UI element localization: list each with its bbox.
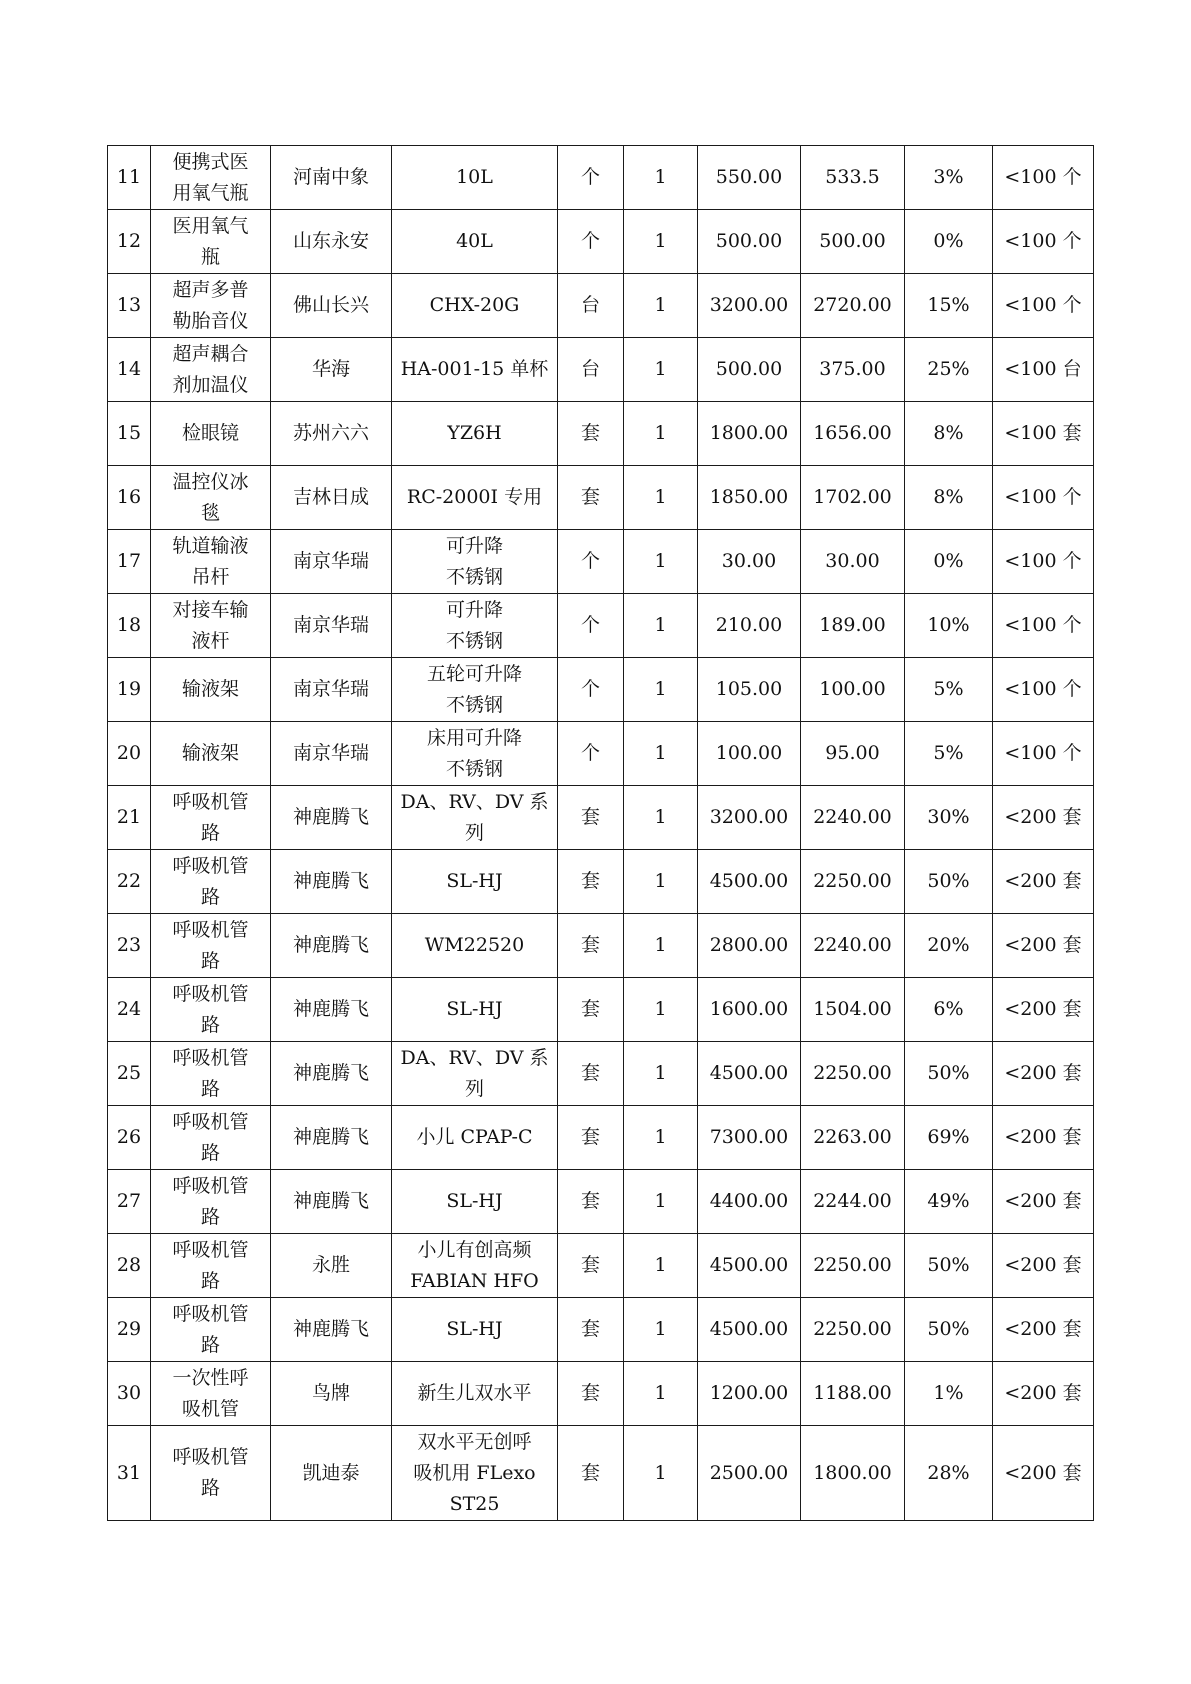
row-number-cell: 23 <box>108 914 151 978</box>
bid-price-cell: 2244.00 <box>801 1170 905 1234</box>
manufacturer-cell: 南京华瑞 <box>271 530 392 594</box>
table-row <box>108 1426 1094 1521</box>
discount-rate-cell: 10% <box>905 594 993 658</box>
row-number-cell: 13 <box>108 274 151 338</box>
quantity-cell: 1 <box>624 1042 698 1106</box>
table-row <box>108 850 1094 914</box>
product-name-cell: 呼吸机管 路 <box>151 1298 271 1362</box>
model-spec-cell: SL-HJ <box>392 1170 558 1234</box>
volume-cell: <200 套 <box>993 914 1094 978</box>
volume-cell: <200 套 <box>993 1362 1094 1426</box>
row-number-cell: 15 <box>108 402 151 466</box>
price-cell: 1850.00 <box>698 466 801 530</box>
volume-cell: <200 套 <box>993 1426 1094 1521</box>
unit-cell: 套 <box>558 466 624 530</box>
unit-cell: 套 <box>558 1106 624 1170</box>
bid-price-cell: 30.00 <box>801 530 905 594</box>
price-cell: 3200.00 <box>698 274 801 338</box>
bid-price-cell: 500.00 <box>801 210 905 274</box>
quantity-cell: 1 <box>624 1426 698 1521</box>
row-number-cell: 19 <box>108 658 151 722</box>
volume-cell: <200 套 <box>993 978 1094 1042</box>
unit-cell: 套 <box>558 1298 624 1362</box>
product-name-cell: 一次性呼 吸机管 <box>151 1362 271 1426</box>
price-cell: 210.00 <box>698 594 801 658</box>
model-spec-cell: 新生儿双水平 <box>392 1362 558 1426</box>
product-name-cell: 输液架 <box>151 722 271 786</box>
row-number-cell: 30 <box>108 1362 151 1426</box>
unit-cell: 套 <box>558 1426 624 1521</box>
bid-price-cell: 2250.00 <box>801 1234 905 1298</box>
unit-cell: 个 <box>558 146 624 210</box>
table-row <box>108 1170 1094 1234</box>
table-row <box>108 338 1094 402</box>
row-number-cell: 21 <box>108 786 151 850</box>
product-name-cell: 超声多普 勒胎音仪 <box>151 274 271 338</box>
price-cell: 100.00 <box>698 722 801 786</box>
bid-price-cell: 189.00 <box>801 594 905 658</box>
bid-price-cell: 2250.00 <box>801 850 905 914</box>
quantity-cell: 1 <box>624 594 698 658</box>
quantity-cell: 1 <box>624 466 698 530</box>
volume-cell: <200 套 <box>993 1234 1094 1298</box>
bid-price-cell: 2263.00 <box>801 1106 905 1170</box>
volume-cell: <200 套 <box>993 786 1094 850</box>
unit-cell: 个 <box>558 530 624 594</box>
model-spec-cell: RC-2000I 专用 <box>392 466 558 530</box>
price-cell: 4500.00 <box>698 850 801 914</box>
quantity-cell: 1 <box>624 722 698 786</box>
unit-cell: 个 <box>558 722 624 786</box>
table-row <box>108 1106 1094 1170</box>
volume-cell: <200 套 <box>993 1170 1094 1234</box>
model-spec-cell: WM22520 <box>392 914 558 978</box>
manufacturer-cell: 山东永安 <box>271 210 392 274</box>
bid-price-cell: 533.5 <box>801 146 905 210</box>
row-number-cell: 17 <box>108 530 151 594</box>
model-spec-cell: 10L <box>392 146 558 210</box>
model-spec-cell: 五轮可升降 不锈钢 <box>392 658 558 722</box>
price-cell: 1600.00 <box>698 978 801 1042</box>
manufacturer-cell: 神鹿腾飞 <box>271 850 392 914</box>
discount-rate-cell: 69% <box>905 1106 993 1170</box>
discount-rate-cell: 8% <box>905 402 993 466</box>
table-body <box>108 146 1094 1521</box>
discount-rate-cell: 50% <box>905 850 993 914</box>
discount-rate-cell: 0% <box>905 530 993 594</box>
model-spec-cell: SL-HJ <box>392 1298 558 1362</box>
table-row <box>108 274 1094 338</box>
bid-price-cell: 1656.00 <box>801 402 905 466</box>
quantity-cell: 1 <box>624 1106 698 1170</box>
bid-price-cell: 2240.00 <box>801 786 905 850</box>
product-name-cell: 检眼镜 <box>151 402 271 466</box>
model-spec-cell: 小儿 CPAP-C <box>392 1106 558 1170</box>
manufacturer-cell: 华海 <box>271 338 392 402</box>
volume-cell: <200 套 <box>993 1298 1094 1362</box>
bid-price-cell: 2720.00 <box>801 274 905 338</box>
table-row <box>108 1362 1094 1426</box>
unit-cell: 个 <box>558 594 624 658</box>
row-number-cell: 26 <box>108 1106 151 1170</box>
model-spec-cell: 床用可升降 不锈钢 <box>392 722 558 786</box>
price-cell: 550.00 <box>698 146 801 210</box>
discount-rate-cell: 30% <box>905 786 993 850</box>
price-cell: 4500.00 <box>698 1042 801 1106</box>
volume-cell: <100 个 <box>993 722 1094 786</box>
discount-rate-cell: 3% <box>905 146 993 210</box>
table-row <box>108 978 1094 1042</box>
discount-rate-cell: 50% <box>905 1298 993 1362</box>
row-number-cell: 28 <box>108 1234 151 1298</box>
model-spec-cell: HA-001-15 单杯 <box>392 338 558 402</box>
volume-cell: <200 套 <box>993 1106 1094 1170</box>
model-spec-cell: YZ6H <box>392 402 558 466</box>
row-number-cell: 14 <box>108 338 151 402</box>
product-name-cell: 呼吸机管 路 <box>151 1234 271 1298</box>
unit-cell: 套 <box>558 1362 624 1426</box>
product-name-cell: 对接车输 液杆 <box>151 594 271 658</box>
product-name-cell: 便携式医 用氧气瓶 <box>151 146 271 210</box>
model-spec-cell: 40L <box>392 210 558 274</box>
row-number-cell: 18 <box>108 594 151 658</box>
table-row <box>108 658 1094 722</box>
manufacturer-cell: 吉林日成 <box>271 466 392 530</box>
quantity-cell: 1 <box>624 1362 698 1426</box>
discount-rate-cell: 50% <box>905 1234 993 1298</box>
manufacturer-cell: 神鹿腾飞 <box>271 1042 392 1106</box>
volume-cell: <100 个 <box>993 530 1094 594</box>
row-number-cell: 24 <box>108 978 151 1042</box>
product-name-cell: 轨道输液 吊杆 <box>151 530 271 594</box>
table-row <box>108 1234 1094 1298</box>
price-cell: 105.00 <box>698 658 801 722</box>
discount-rate-cell: 5% <box>905 658 993 722</box>
price-cell: 4400.00 <box>698 1170 801 1234</box>
manufacturer-cell: 鸟牌 <box>271 1362 392 1426</box>
unit-cell: 个 <box>558 658 624 722</box>
quantity-cell: 1 <box>624 850 698 914</box>
quantity-cell: 1 <box>624 402 698 466</box>
quantity-cell: 1 <box>624 978 698 1042</box>
table-row <box>108 1298 1094 1362</box>
row-number-cell: 27 <box>108 1170 151 1234</box>
row-number-cell: 16 <box>108 466 151 530</box>
table-row <box>108 530 1094 594</box>
price-cell: 2500.00 <box>698 1426 801 1521</box>
discount-rate-cell: 0% <box>905 210 993 274</box>
quantity-cell: 1 <box>624 146 698 210</box>
product-name-cell: 呼吸机管 路 <box>151 1042 271 1106</box>
product-name-cell: 呼吸机管 路 <box>151 1426 271 1521</box>
quantity-cell: 1 <box>624 210 698 274</box>
product-name-cell: 呼吸机管 路 <box>151 786 271 850</box>
equipment-price-table <box>107 145 1094 1521</box>
volume-cell: <100 个 <box>993 146 1094 210</box>
volume-cell: <100 个 <box>993 274 1094 338</box>
volume-cell: <100 个 <box>993 594 1094 658</box>
table-row <box>108 722 1094 786</box>
discount-rate-cell: 15% <box>905 274 993 338</box>
price-cell: 3200.00 <box>698 786 801 850</box>
unit-cell: 套 <box>558 914 624 978</box>
unit-cell: 套 <box>558 1170 624 1234</box>
row-number-cell: 11 <box>108 146 151 210</box>
product-name-cell: 输液架 <box>151 658 271 722</box>
quantity-cell: 1 <box>624 914 698 978</box>
bid-price-cell: 1800.00 <box>801 1426 905 1521</box>
bid-price-cell: 1702.00 <box>801 466 905 530</box>
manufacturer-cell: 神鹿腾飞 <box>271 1170 392 1234</box>
manufacturer-cell: 苏州六六 <box>271 402 392 466</box>
bid-price-cell: 2250.00 <box>801 1042 905 1106</box>
model-spec-cell: SL-HJ <box>392 978 558 1042</box>
product-name-cell: 呼吸机管 路 <box>151 1106 271 1170</box>
price-cell: 1200.00 <box>698 1362 801 1426</box>
price-cell: 1800.00 <box>698 402 801 466</box>
quantity-cell: 1 <box>624 1298 698 1362</box>
table-row <box>108 914 1094 978</box>
bid-price-cell: 1188.00 <box>801 1362 905 1426</box>
row-number-cell: 22 <box>108 850 151 914</box>
product-name-cell: 温控仪冰 毯 <box>151 466 271 530</box>
quantity-cell: 1 <box>624 338 698 402</box>
row-number-cell: 20 <box>108 722 151 786</box>
discount-rate-cell: 20% <box>905 914 993 978</box>
quantity-cell: 1 <box>624 786 698 850</box>
bid-price-cell: 2250.00 <box>801 1298 905 1362</box>
table-row <box>108 402 1094 466</box>
unit-cell: 套 <box>558 786 624 850</box>
manufacturer-cell: 神鹿腾飞 <box>271 786 392 850</box>
bid-price-cell: 100.00 <box>801 658 905 722</box>
volume-cell: <100 个 <box>993 658 1094 722</box>
unit-cell: 台 <box>558 274 624 338</box>
product-name-cell: 医用氧气 瓶 <box>151 210 271 274</box>
product-name-cell: 呼吸机管 路 <box>151 1170 271 1234</box>
price-cell: 500.00 <box>698 210 801 274</box>
model-spec-cell: DA、RV、DV 系列 <box>392 1042 558 1106</box>
price-cell: 7300.00 <box>698 1106 801 1170</box>
manufacturer-cell: 永胜 <box>271 1234 392 1298</box>
bid-price-cell: 95.00 <box>801 722 905 786</box>
price-cell: 500.00 <box>698 338 801 402</box>
table-row <box>108 210 1094 274</box>
price-cell: 4500.00 <box>698 1298 801 1362</box>
manufacturer-cell: 神鹿腾飞 <box>271 978 392 1042</box>
price-cell: 30.00 <box>698 530 801 594</box>
model-spec-cell: 双水平无创呼 吸机用 FLexo ST25 <box>392 1426 558 1521</box>
product-name-cell: 呼吸机管 路 <box>151 850 271 914</box>
manufacturer-cell: 南京华瑞 <box>271 722 392 786</box>
discount-rate-cell: 6% <box>905 978 993 1042</box>
model-spec-cell: CHX-20G <box>392 274 558 338</box>
table-row <box>108 1042 1094 1106</box>
model-spec-cell: SL-HJ <box>392 850 558 914</box>
row-number-cell: 25 <box>108 1042 151 1106</box>
manufacturer-cell: 南京华瑞 <box>271 658 392 722</box>
table-row <box>108 594 1094 658</box>
manufacturer-cell: 河南中象 <box>271 146 392 210</box>
discount-rate-cell: 5% <box>905 722 993 786</box>
quantity-cell: 1 <box>624 658 698 722</box>
manufacturer-cell: 南京华瑞 <box>271 594 392 658</box>
unit-cell: 台 <box>558 338 624 402</box>
row-number-cell: 31 <box>108 1426 151 1521</box>
model-spec-cell: 小儿有创高频 FABIAN HFO <box>392 1234 558 1298</box>
discount-rate-cell: 1% <box>905 1362 993 1426</box>
quantity-cell: 1 <box>624 1170 698 1234</box>
product-name-cell: 呼吸机管 路 <box>151 914 271 978</box>
bid-price-cell: 1504.00 <box>801 978 905 1042</box>
unit-cell: 套 <box>558 402 624 466</box>
manufacturer-cell: 神鹿腾飞 <box>271 1106 392 1170</box>
table-row <box>108 466 1094 530</box>
manufacturer-cell: 神鹿腾飞 <box>271 914 392 978</box>
unit-cell: 个 <box>558 210 624 274</box>
price-cell: 2800.00 <box>698 914 801 978</box>
quantity-cell: 1 <box>624 530 698 594</box>
discount-rate-cell: 8% <box>905 466 993 530</box>
unit-cell: 套 <box>558 850 624 914</box>
quantity-cell: 1 <box>624 274 698 338</box>
volume-cell: <200 套 <box>993 850 1094 914</box>
row-number-cell: 29 <box>108 1298 151 1362</box>
table-row <box>108 786 1094 850</box>
discount-rate-cell: 28% <box>905 1426 993 1521</box>
bid-price-cell: 2240.00 <box>801 914 905 978</box>
row-number-cell: 12 <box>108 210 151 274</box>
unit-cell: 套 <box>558 1042 624 1106</box>
volume-cell: <100 个 <box>993 466 1094 530</box>
manufacturer-cell: 凯迪泰 <box>271 1426 392 1521</box>
volume-cell: <200 套 <box>993 1042 1094 1106</box>
volume-cell: <100 台 <box>993 338 1094 402</box>
volume-cell: <100 个 <box>993 210 1094 274</box>
volume-cell: <100 套 <box>993 402 1094 466</box>
bid-price-cell: 375.00 <box>801 338 905 402</box>
discount-rate-cell: 50% <box>905 1042 993 1106</box>
model-spec-cell: 可升降 不锈钢 <box>392 530 558 594</box>
discount-rate-cell: 25% <box>905 338 993 402</box>
discount-rate-cell: 49% <box>905 1170 993 1234</box>
manufacturer-cell: 神鹿腾飞 <box>271 1298 392 1362</box>
quantity-cell: 1 <box>624 1234 698 1298</box>
table-row <box>108 146 1094 210</box>
unit-cell: 套 <box>558 1234 624 1298</box>
unit-cell: 套 <box>558 978 624 1042</box>
model-spec-cell: 可升降 不锈钢 <box>392 594 558 658</box>
model-spec-cell: DA、RV、DV 系列 <box>392 786 558 850</box>
product-name-cell: 呼吸机管 路 <box>151 978 271 1042</box>
price-cell: 4500.00 <box>698 1234 801 1298</box>
manufacturer-cell: 佛山长兴 <box>271 274 392 338</box>
product-name-cell: 超声耦合 剂加温仪 <box>151 338 271 402</box>
